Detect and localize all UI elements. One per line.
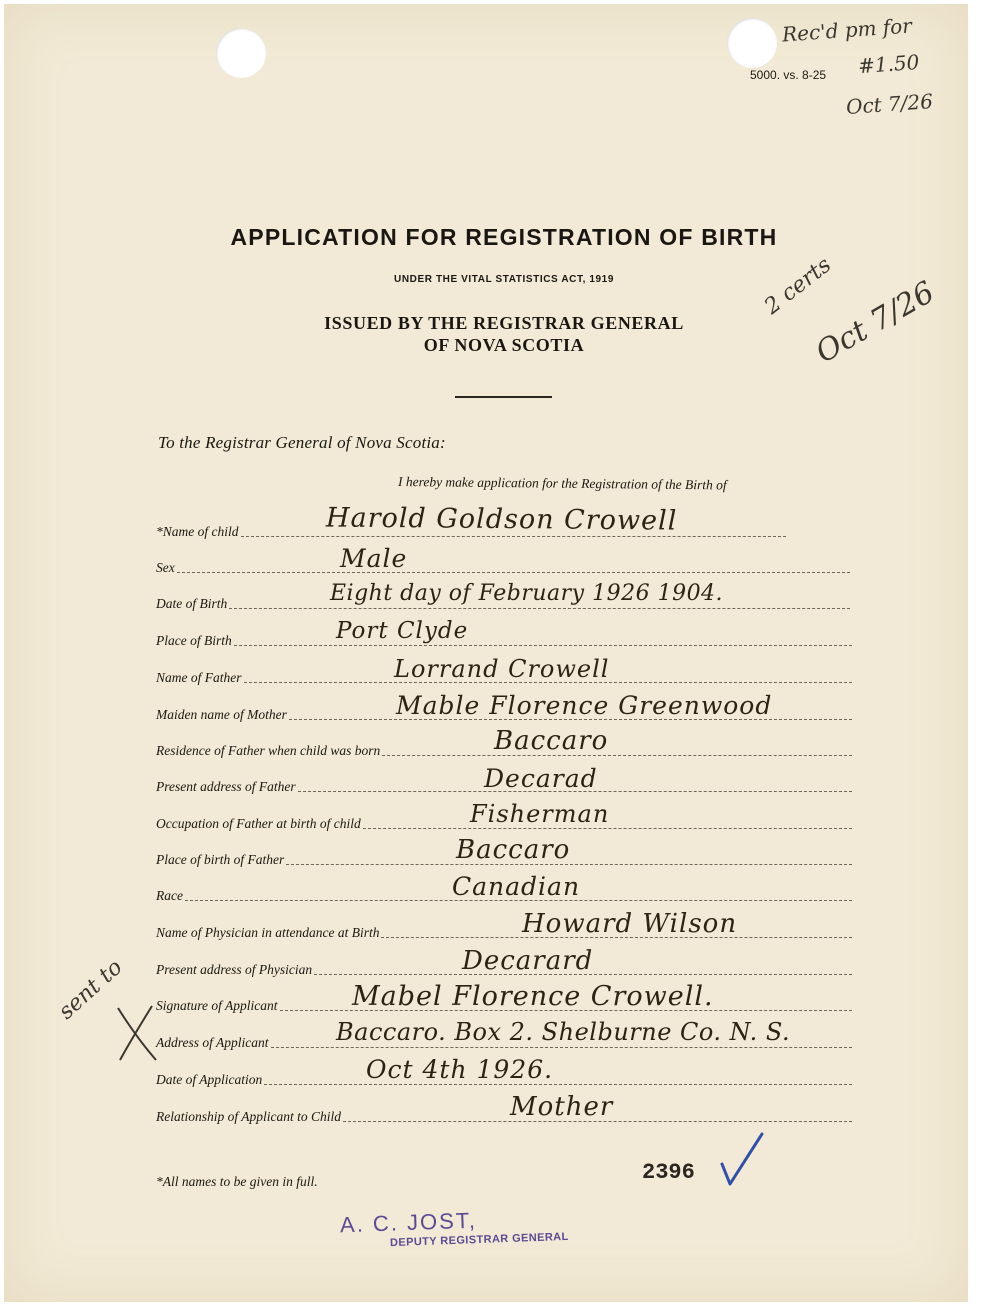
field-label: Race	[156, 888, 183, 903]
value-name-of-physician: Howard Wilson	[522, 909, 738, 939]
value-date-of-application: Oct 4th 1926.	[366, 1055, 554, 1084]
value-address-of-applicant: Baccaro. Box 2. Shelburne Co. N. S.	[336, 1018, 791, 1046]
certs-note: 2 certs	[760, 252, 837, 320]
checkmark-icon	[718, 1130, 766, 1190]
intro-text: I hereby make application for the Registration of the Birth of	[397, 474, 727, 493]
received-date: Oct 7/26	[845, 88, 934, 120]
form-code: 5000. vs. 8-25	[750, 68, 827, 82]
field-place-of-birth	[156, 629, 852, 649]
value-relationship-of-applicant: Mother	[510, 1092, 614, 1122]
salutation: To the Registrar General of Nova Scotia:	[158, 433, 446, 452]
value-residence-of-father: Baccaro	[494, 726, 609, 756]
value-signature-of-applicant: Mabel Florence Crowell.	[352, 981, 714, 1012]
field-relationship-of-applicant	[156, 1105, 852, 1125]
field-label: Present address of Father	[156, 779, 296, 794]
field-label: Date of Application	[156, 1072, 263, 1087]
field-label: Relationship of Applicant to Child	[156, 1109, 341, 1124]
sent-to-note: sent to	[54, 954, 128, 1025]
issuing-line-1: ISSUED BY THE REGISTRAR GENERAL	[324, 313, 684, 333]
field-label: Address of Applicant	[156, 1035, 269, 1050]
field-label: Maiden name of Mother	[156, 707, 287, 722]
value-maiden-name-of-mother: Mable Florence Greenwood	[396, 691, 773, 720]
title-divider	[455, 396, 552, 398]
field-sex	[156, 556, 850, 576]
field-label: Occupation of Father at birth of child	[156, 816, 361, 831]
footnote: *All names to be given in full.	[156, 1174, 318, 1189]
value-sex: Male	[340, 544, 408, 573]
value-place-of-birth-of-father: Baccaro	[456, 835, 571, 865]
value-present-address-of-father: Decarad	[484, 764, 598, 793]
value-name-of-father: Lorrand Crowell	[394, 655, 610, 683]
stamp-title: DEPUTY REGISTRAR GENERAL	[389, 1230, 569, 1250]
cross-mark-icon	[112, 1004, 162, 1064]
field-label: Place of Birth	[156, 633, 232, 648]
serial-number: 2396	[642, 1160, 695, 1185]
value-race: Canadian	[452, 872, 581, 901]
value-occupation-of-father: Fisherman	[470, 800, 610, 828]
received-amount: #1.50	[857, 49, 921, 79]
field-label: *Name of child	[156, 524, 239, 539]
field-label: Residence of Father when child was born	[156, 743, 381, 758]
stamp-name: A. C. JOST,	[339, 1207, 478, 1238]
value-name-of-child: Harold Goldson Crowell	[325, 502, 678, 537]
form-subtitle: UNDER THE VITAL STATISTICS ACT, 1919	[394, 274, 614, 285]
received-note: Rec'd pm for	[781, 13, 913, 47]
punch-hole-left	[216, 28, 266, 78]
field-label: Sex	[156, 560, 175, 575]
field-label: Name of Physician in attendance at Birth	[156, 925, 380, 940]
field-label: Name of Father	[156, 670, 242, 685]
page-margin	[968, 4, 996, 1304]
certs-date: Oct 7/26	[810, 274, 941, 371]
field-label: Place of birth of Father	[156, 852, 285, 867]
value-date-of-birth: Eight day of February 1926 1904.	[330, 581, 724, 606]
punch-hole-right	[727, 18, 777, 68]
value-present-address-of-physician: Decarard	[462, 946, 594, 976]
field-name-of-physician	[156, 921, 852, 941]
form-title: APPLICATION FOR REGISTRATION OF BIRTH	[230, 224, 778, 250]
issuing-line-2: OF NOVA SCOTIA	[423, 335, 585, 355]
field-label: Date of Birth	[156, 596, 228, 611]
field-label: Present address of Physician	[156, 962, 313, 977]
field-label: Signature of Applicant	[156, 998, 278, 1013]
value-place-of-birth: Port Clyde	[336, 618, 469, 644]
